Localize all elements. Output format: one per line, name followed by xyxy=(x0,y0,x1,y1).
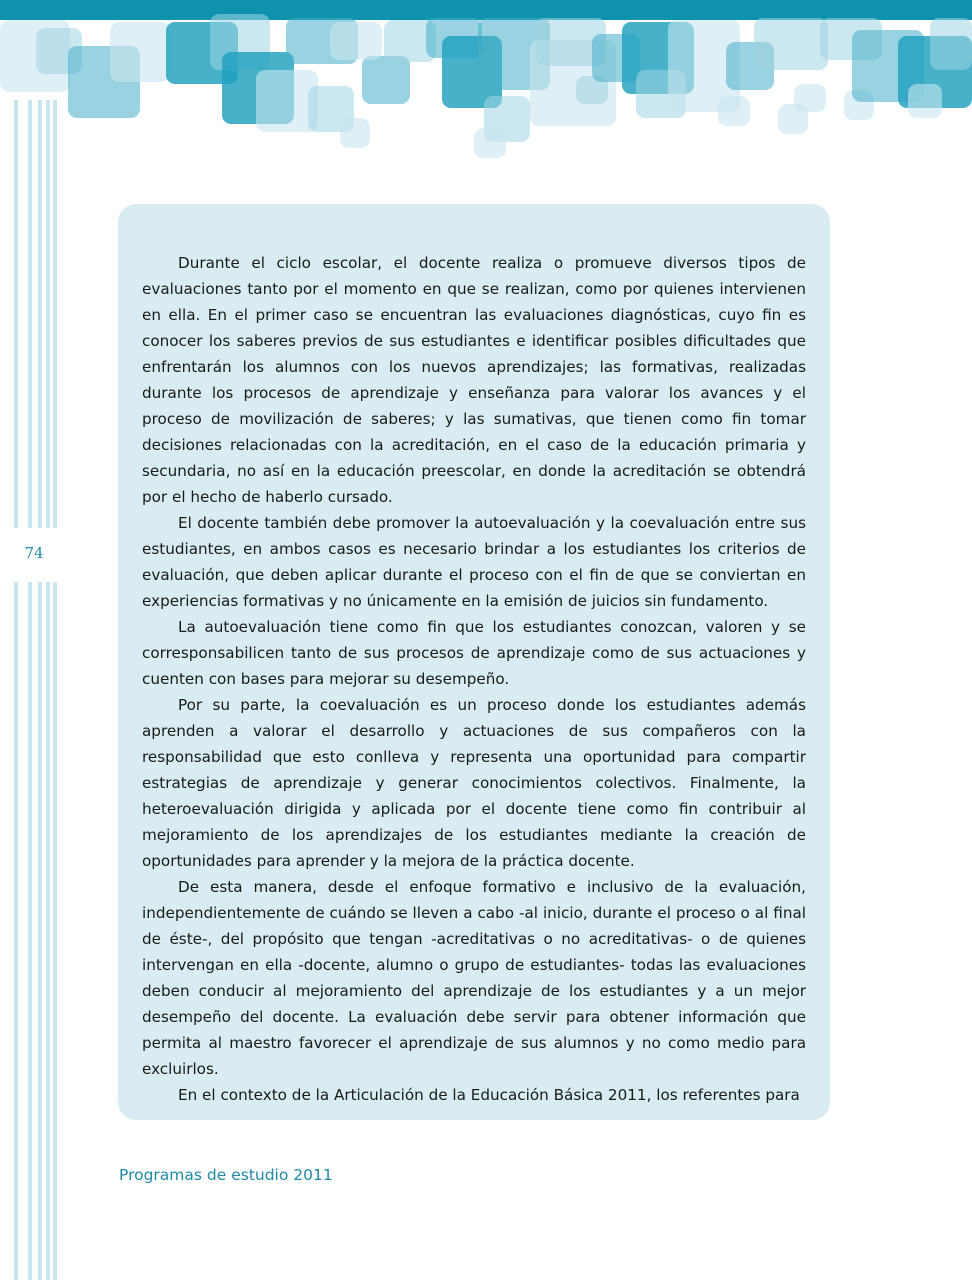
paragraph: El docente también debe promover la autoevaluación y la coevaluación entre sus estudiantes, en ambos casos es necesario brindar a los estudiantes los criterios de evaluación, que deben aplicar durante el proceso con el fin de que se conviertan en experiencias formativas y no únicamente en la emisión de juicios sin fundamento. xyxy=(142,514,806,610)
footer-title: Programas de estudio 2011 xyxy=(119,1166,333,1184)
page-number: 74 xyxy=(24,544,44,562)
paragraph: La autoevaluación tiene como fin que los estudiantes conozcan, valoren y se corresponsabilicen tanto de sus procesos de aprendizaje como de sus actuaciones y cuenten con bases para mejorar su desempeño. xyxy=(142,618,806,688)
body-text xyxy=(142,250,806,1108)
paragraph: En el contexto de la Articulación de la Educación Básica 2011, los referentes para xyxy=(178,1086,800,1104)
left-margin-stripes xyxy=(14,100,58,1280)
paragraph: Por su parte, la coevaluación es un proceso donde los estudiantes además aprenden a valorar el desarrollo y actuaciones de sus compañeros con la responsabilidad que esto conlleva y representa una oportunidad para compartir estrategias de aprendizaje y generar conocimientos colectivos. Finalmente, la heteroevaluación dirigida y aplicada por el docente tiene como fin contribuir al mejoramiento de los aprendizajes de los estudiantes mediante la creación de oportunidades para aprender y la mejora de la práctica docente. xyxy=(142,696,806,870)
header-decoration xyxy=(0,0,972,170)
paragraph: Durante el ciclo escolar, el docente realiza o promueve diversos tipos de evaluaciones tanto por el momento en que se realizan, como por quienes intervienen en ella. En el primer caso se encuentran las evaluaciones diagnósticas, cuyo fin es conocer los saberes previos de sus estudiantes e identificar posibles dificultades que enfrentarán los alumnos con los nuevos aprendizajes; las formativas, realizadas durante los procesos de aprendizaje y enseñanza para valorar los avances y el proceso de movilización de saberes; y las sumativas, que tienen como fin tomar decisiones relacionadas con la acreditación, en el caso de la educación primaria y secundaria, no así en la educación preescolar, en donde la acreditación se obtendrá por el hecho de haberlo cursado. xyxy=(142,254,806,506)
paragraph: De esta manera, desde el enfoque formativo e inclusivo de la evaluación, independientemente de cuándo se lleven a cabo -al inicio, durante el proceso o al final de éste-, del propósito que tengan -acreditativas o no acreditativas- o de quienes intervengan en ella -docente, alumno o grupo de estudiantes- todas las evaluaciones deben conducir al mejoramiento del aprendizaje de los estudiantes y a un mejor desempeño del docente. La evaluación debe servir para obtener información que permita al maestro favorecer el aprendizaje de sus alumnos y no como medio para excluirlos. xyxy=(142,878,806,1078)
